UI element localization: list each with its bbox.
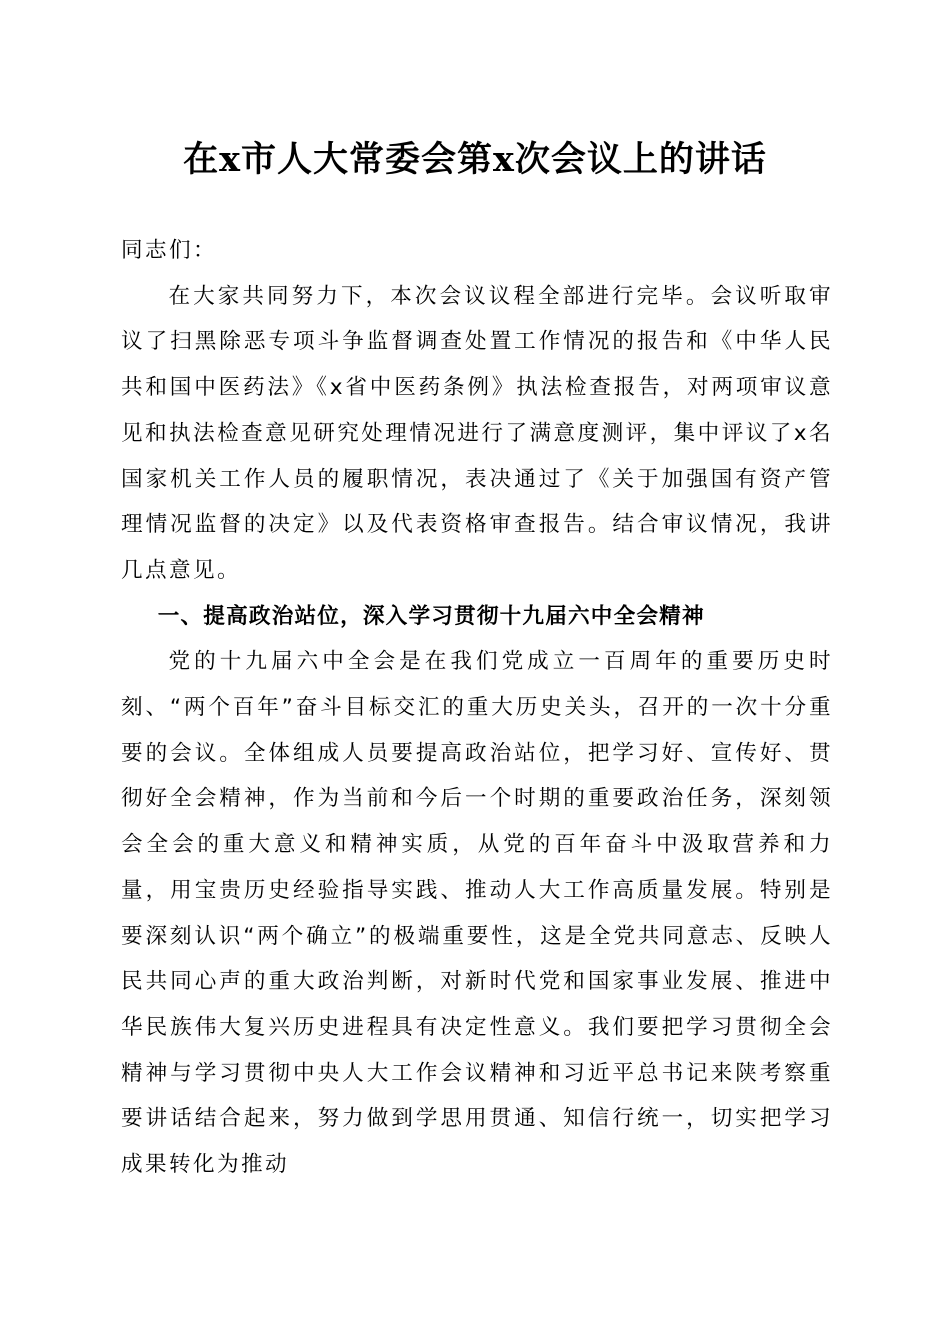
salutation: 同志们： — [121, 238, 217, 263]
section-heading-1: 一、提高政治站位，深入学习贯彻十九届六中全会精神 — [157, 603, 705, 629]
document-body — [121, 228, 833, 1188]
paragraph-section-1: 党的十九届六中全会是在我们党成立一百周年的重要历史时刻、“两个百年”奋斗目标交汇的重大历史关头，召开的一次十分重要的会议。全体组成人员要提高政治站位，把学习好、宣传好、贯彻好全会精神，作为当前和今后一个时期的重要政治任务，深刻领会全会的重大意义和精神实质，从党的百年奋斗中汲取营养和力量，用宝贵历史经验指导实践、推动人大工作高质量发展。特别是要深刻认识“两个确立”的极端重要性，这是全党共同意志、反映人民共同心声的重大政治判断，对新时代党和国家事业发展、推进中华民族伟大复兴历史进程具有决定性意义。我们要把学习贯彻全会精神与学习贯彻中央人大工作会议精神和习近平总书记来陕考察重要讲话结合起来，努力做到学思用贯通、知信行统一，切实把学习成果转化为推动 — [121, 649, 833, 1178]
paragraph-intro: 在大家共同努力下，本次会议议程全部进行完毕。会议听取审议了扫黑除恶专项斗争监督调查处置工作情况的报告和《中华人民共和国中医药法》《x省中医药条例》执法检查报告，对两项审议意见和执法检查意见研究处理情况进行了满意度测评，集中评议了x名国家机关工作人员的履职情况，表决通过了《关于加强国有资产管理情况监督的决定》以及代表资格审查报告。结合审议情况，我讲几点意见。 — [121, 283, 833, 583]
document-title: 在x市人大常委会第x次会议上的讲话 — [183, 139, 767, 180]
